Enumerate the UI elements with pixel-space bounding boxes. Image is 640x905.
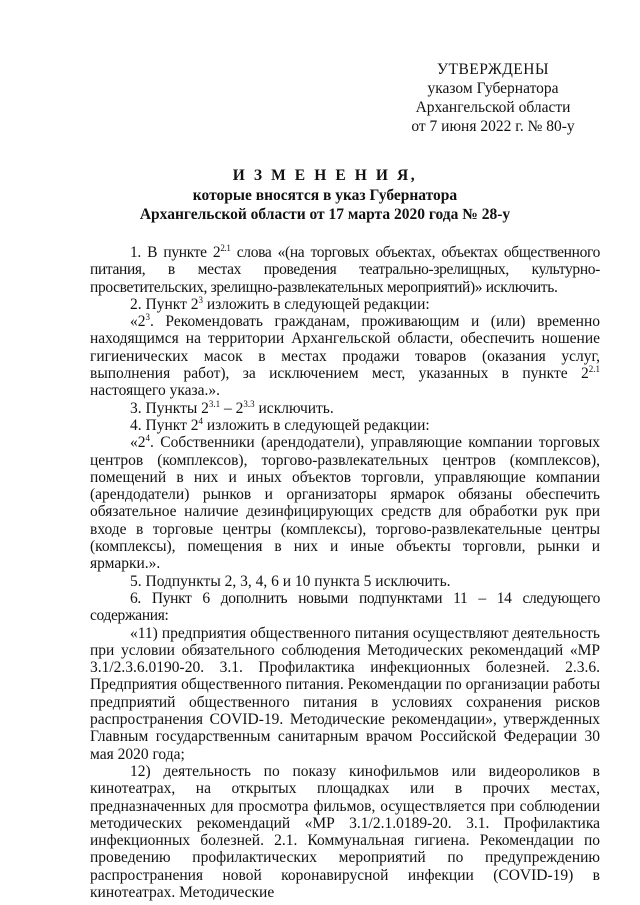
- heading-title: И З М Е Н Е Н И Я,: [232, 167, 418, 184]
- paragraph-subitem-12: 12) деятельность по показу кинофильмов или видеороликов в кинотеатрах, на открытых площадках или в прочих местах, предназначенных для просмотра фильмов, осуществляется при соблюдении методических рекомендаций «МР 3.1/2.1.0189-20. 3.1. Профилактика инфекционных болезней. 2.1. Коммунальная гигиена. Рекомендации по проведению профилактических мероприятий по предупреждению распространения новой коронавирусной инфекции (COVID-19) в кинотеатрах. Методические: [90, 762, 600, 901]
- approval-authority: указом Губернатора: [427, 80, 559, 97]
- approval-block: [378, 60, 608, 136]
- paragraph-quote-2-3: «$2^3$. Рекомендовать гражданам, проживающим и (или) временно находящимся на территории Архангельской области, обеспечить ношение гигиенических масок в местах продажи товаров (оказания услуг, выполнения работ), за исключением мест, указанных в пункте $2^{2.1}$ настоящего указа.».: [90, 312, 600, 400]
- approval-region: Архангельской области: [415, 99, 571, 116]
- paragraph-item-4: 4. Пункт $2^4$ изложить в следующей редакции:: [130, 415, 430, 434]
- approval-title: УТВЕРЖДЕНЫ: [437, 61, 549, 78]
- paragraph-item-3: 3. Пункты $2^{3.1} - 2^{3.3}$ исключить.: [130, 398, 334, 417]
- paragraph-subitem-11: «11) предприятия общественного питания осуществляют деятельность при условии обязательного соблюдения Методических рекомендаций «МР 3.1/2.3.6.0190-20. 3.1. Профилактика инфекционных болезней. 2.3.6. Предприятия общественного питания. Рекомендации по организации работы предприятий общественного питания в условиях сохранения рисков распространения COVID-19. Методические рекомендации», утвержденных Главным государственным санитарным врачом Российской Федерации 30 мая 2020 года;: [90, 624, 600, 763]
- heading-reference: Архангельской области от 17 марта 2020 года № 28-у: [139, 206, 511, 223]
- paragraph-item-2: 2. Пункт $2^3$ изложить в следующей редакции:: [130, 294, 430, 313]
- heading-subtitle: которые вносятся в указ Губернатора: [192, 186, 458, 204]
- paragraph-item-6: 6. Пункт 6 дополнить новыми подпунктами 11 – 14 следующего содержания:: [90, 589, 600, 625]
- paragraph-quote-2-4: «$2^4$. Собственники (арендодатели), управляющие компании торговых центров (комплексов), торгово-развлекательных центров (комплексов), помещений в них и иных объектов торговли, управляющие компании (арендодатели) рынков и организаторы ярмарок обязаны обеспечить обязательное наличие дезинфицирующих средств для обработки рук при входе в торговые центры (комплексы), торгово-развлекательные центры (комплексы), помещения в них и иные объекты торговли, рынки и ярмарки.».: [90, 433, 600, 573]
- paragraph-item-1: 1. В пункте $2^{2.1}$ слова «(на торговых объектах, объектах общественного питания, в местах проведения театрально-зрелищных, культурно-просветительских, зрелищно-развлекательных мероприятий)» исключить.: [90, 243, 600, 296]
- approval-date: от 7 июня 2022 г. № 80-у: [411, 118, 575, 135]
- paragraph-item-5: 5. Подпункты 2, 3, 4, 6 и 10 пункта 5 исключить.: [130, 572, 451, 590]
- document-heading: [40, 166, 610, 225]
- document-body: [90, 244, 600, 901]
